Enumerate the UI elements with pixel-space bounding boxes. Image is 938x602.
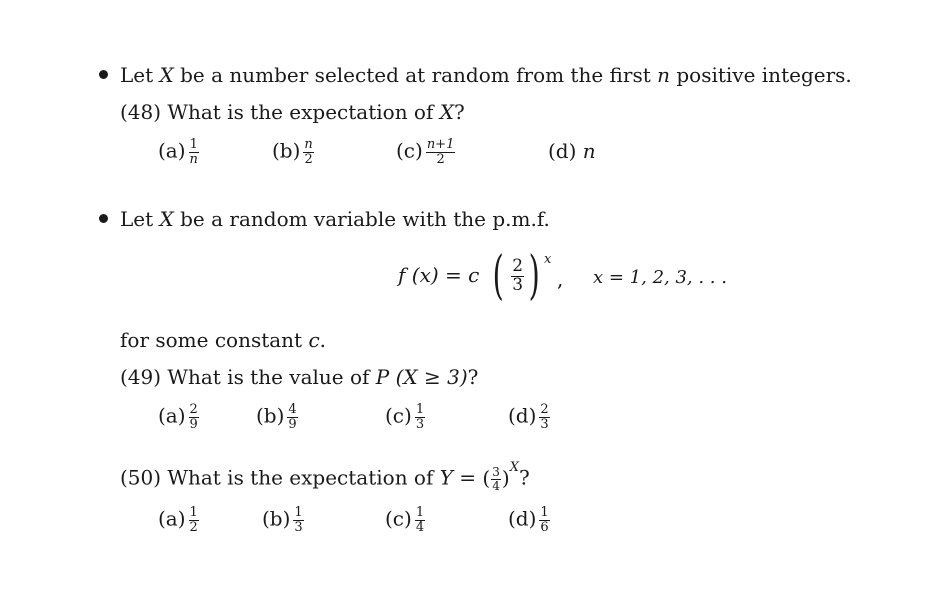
q49-option-b-num: 4: [288, 402, 297, 417]
q49-expr: P (X ≥ 3): [375, 365, 468, 389]
constant-note: [120, 330, 326, 350]
intro-1-text-b: be a number selected at random from the first: [173, 63, 658, 87]
question-48: [120, 102, 465, 122]
q50-option-c-label: (c): [385, 506, 412, 531]
q49-option-d[interactable]: [508, 403, 550, 431]
bullet-1: [99, 70, 108, 79]
q50-exponent: X: [509, 459, 519, 475]
pmf-fraction: [511, 255, 524, 295]
intro-2-text-a: Let: [120, 207, 160, 231]
q48-option-d[interactable]: [548, 141, 596, 161]
q50-base-num: 3: [492, 465, 500, 479]
q49-option-d-fraction: [539, 403, 549, 431]
q48-option-a-den: n: [189, 151, 198, 167]
intro-1-text-a: Let: [120, 63, 160, 87]
intro-2-text-b: be a random variable with the p.m.f.: [173, 207, 550, 231]
q49-option-b[interactable]: [256, 403, 298, 431]
q48-option-a-num: 1: [189, 137, 198, 152]
question-49: [120, 367, 478, 387]
q48-option-c-den: 2: [426, 152, 456, 167]
q48-option-b[interactable]: [272, 138, 314, 166]
constant-note-period: .: [319, 328, 327, 352]
q49-option-d-den: 3: [540, 416, 549, 432]
q49-suffix: ?: [467, 365, 479, 389]
q48-option-b-den: 2: [304, 151, 313, 167]
q49-option-b-label: (b): [256, 403, 285, 428]
q49-option-b-den: 9: [288, 416, 297, 432]
intro-1: [120, 65, 852, 85]
q50-option-c-num: 1: [415, 505, 425, 520]
q50-option-c[interactable]: [385, 506, 425, 534]
q49-option-d-num: 2: [540, 402, 549, 417]
q49-option-c-num: 1: [415, 402, 425, 417]
q48-option-a[interactable]: [158, 138, 199, 166]
q48-prefix: (48) What is the expectation of: [120, 100, 440, 124]
q50-option-b-label: (b): [262, 506, 291, 531]
q49-option-a-fraction: [189, 403, 199, 431]
bullet-2: [99, 214, 108, 223]
intro-1-var-x: X: [159, 63, 174, 87]
q50-option-b-num: 1: [294, 505, 303, 520]
q50-base: ( $\frac{3}{4}$ ): [482, 465, 510, 493]
pmf-base: [488, 246, 544, 306]
q48-var: X: [439, 100, 454, 124]
q49-option-a-label: (a): [158, 403, 186, 428]
q50-lhs: Y: [439, 465, 453, 490]
q50-option-d-num: 1: [540, 505, 549, 520]
q48-option-b-num: n: [304, 137, 313, 152]
pmf-frac-den: 3: [512, 274, 524, 295]
q49-option-c-fraction: [415, 403, 425, 431]
q48-option-c[interactable]: [396, 138, 455, 166]
q48-option-c-label: (c): [396, 138, 423, 163]
intro-2: [120, 209, 550, 229]
q50-option-a-label: (a): [158, 506, 186, 531]
q48-option-d-value: n: [582, 139, 596, 163]
q48-option-c-num: n+1: [426, 137, 455, 152]
pmf-left-paren: (: [492, 246, 504, 306]
pmf-lhs: f (x) = c: [398, 263, 480, 287]
q50-option-a-num: 1: [189, 505, 198, 520]
q50-option-d-fraction: [539, 506, 549, 534]
constant-note-text: for some constant: [120, 328, 309, 352]
q50-option-d[interactable]: [508, 506, 550, 534]
q49-option-a-den: 9: [189, 416, 198, 432]
q50-option-c-den: 4: [415, 519, 425, 535]
q48-option-b-label: (b): [272, 138, 301, 163]
intro-1-text-c: positive integers.: [670, 63, 852, 87]
pmf-frac-num: 2: [512, 255, 524, 276]
q48-suffix: ?: [453, 100, 465, 124]
pmf-right-paren: ): [528, 246, 540, 306]
pmf-domain: x = 1, 2, 3, . . .: [593, 267, 727, 288]
q49-option-a-num: 2: [189, 402, 198, 417]
q50-option-c-fraction: [415, 506, 425, 534]
q49-option-c-label: (c): [385, 403, 412, 428]
pmf-comma: ,: [557, 267, 564, 291]
q50-option-a-fraction: [189, 506, 199, 534]
q50-option-b-den: 3: [294, 519, 303, 535]
question-50: [120, 459, 530, 493]
q50-option-d-den: 6: [540, 519, 549, 535]
pmf-exponent: x: [544, 252, 552, 267]
q50-prefix: (50) What is the expectation of: [120, 465, 440, 490]
q50-equals: =: [452, 465, 483, 490]
q49-option-b-fraction: [287, 403, 297, 431]
q49-option-a[interactable]: [158, 403, 199, 431]
q49-option-c[interactable]: [385, 403, 425, 431]
q48-option-a-label: (a): [158, 138, 186, 163]
intro-2-var-x: X: [159, 207, 174, 231]
intro-1-var-n: n: [657, 63, 670, 87]
q48-option-c-fraction: [426, 138, 456, 166]
q50-suffix: ?: [518, 465, 530, 490]
q50-base-fraction: [491, 466, 501, 492]
q50-option-d-label: (d): [508, 506, 537, 531]
q48-option-b-fraction: [303, 138, 313, 166]
q50-option-a-den: 2: [189, 519, 198, 535]
constant-note-var: c: [308, 328, 320, 352]
q50-option-a[interactable]: [158, 506, 199, 534]
q49-option-c-den: 3: [415, 416, 425, 432]
q50-option-b-fraction: [293, 506, 303, 534]
q49-prefix: (49) What is the value of: [120, 365, 376, 389]
q49-option-d-label: (d): [508, 403, 537, 428]
q50-option-b[interactable]: [262, 506, 304, 534]
q50-base-den: 4: [492, 478, 500, 493]
q48-option-d-label: (d): [548, 139, 577, 163]
q48-option-a-fraction: [189, 138, 199, 166]
